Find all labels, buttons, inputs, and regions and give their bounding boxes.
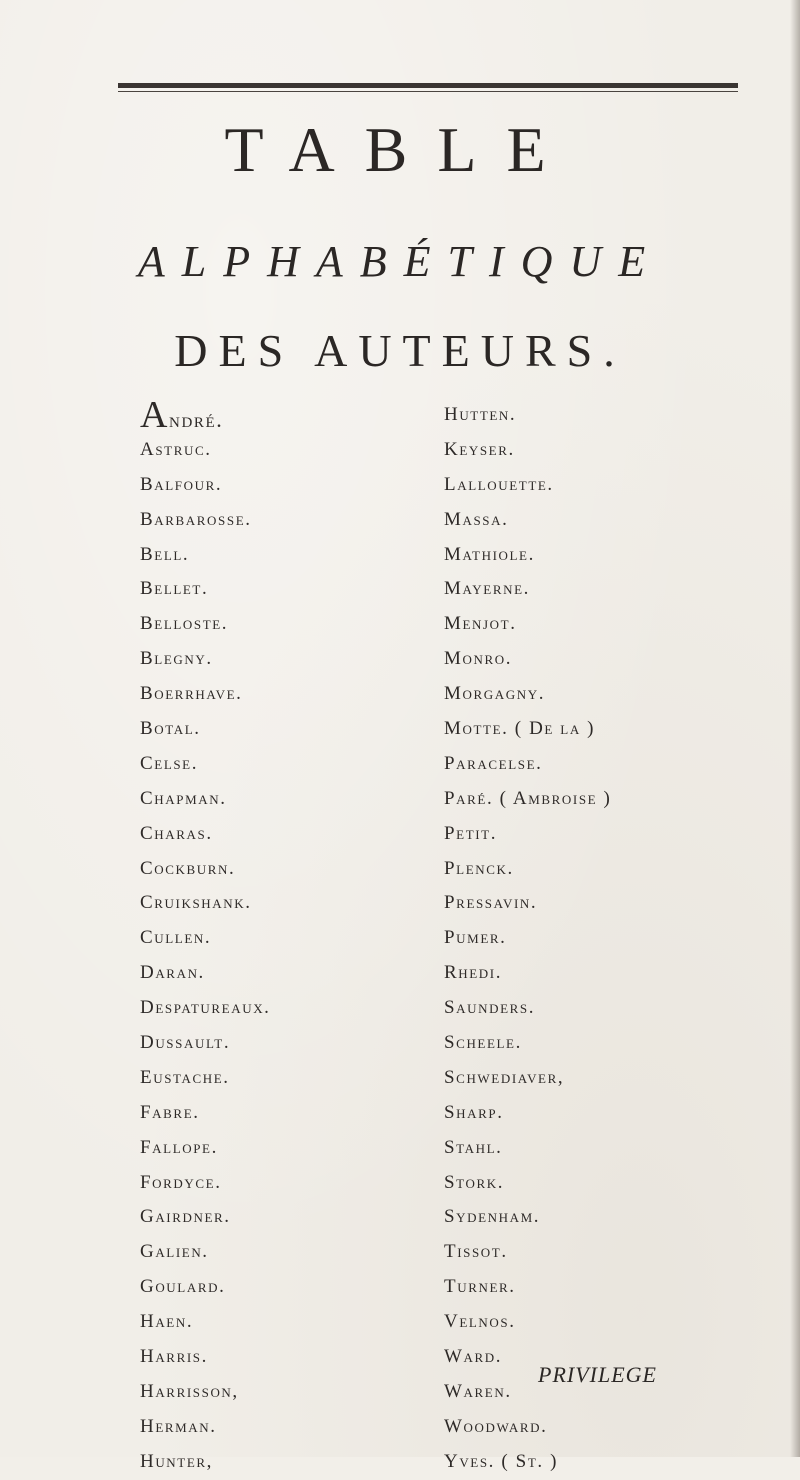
author-entry: Menjot. <box>444 613 517 635</box>
author-entry: Fallope. <box>140 1136 218 1158</box>
author-entry: Waren. <box>444 1380 512 1402</box>
author-entry: Mathiole. <box>444 543 535 565</box>
author-entry: Gairdner. <box>140 1206 231 1228</box>
author-entry: Hutten. <box>444 404 517 425</box>
author-entry: Balfour. <box>140 473 223 495</box>
author-entry: Eustache. <box>140 1066 230 1088</box>
author-entry: Cullen. <box>140 927 212 949</box>
top-rule <box>118 83 738 88</box>
page-edge-shadow <box>790 0 800 1457</box>
author-entry: Belloste. <box>140 613 229 635</box>
author-entry: Plenck. <box>444 857 514 879</box>
author-entry: Bell. <box>140 543 190 565</box>
author-entry: Paracelse. <box>444 752 543 774</box>
author-entry: Botal. <box>140 718 201 740</box>
author-entry: Schwediaver, <box>444 1066 565 1088</box>
author-entry: Astruc. <box>140 438 212 460</box>
author-entry: Haen. <box>140 1311 194 1333</box>
author-entry: Fabre. <box>140 1101 200 1123</box>
author-entry: Massa. <box>444 508 509 530</box>
author-entry: Goulard. <box>140 1276 226 1298</box>
author-entry: Woodward. <box>444 1415 548 1437</box>
author-entry: Sydenham. <box>444 1206 541 1228</box>
author-entry: Harrisson, <box>140 1380 239 1402</box>
author-entry: Keyser. <box>444 438 515 460</box>
author-entry: Morgagny. <box>444 683 546 705</box>
author-entry: Rhedi. <box>444 962 503 984</box>
author-entry: Blegny. <box>140 648 213 670</box>
author-entry: Velnos. <box>444 1311 516 1333</box>
catchword: PRIVILEGE <box>538 1362 657 1387</box>
author-entry: Celse. <box>140 752 199 774</box>
author-entry: André. <box>140 394 224 436</box>
author-entry: Barbarosse. <box>140 508 252 530</box>
author-entry: Bellet. <box>140 578 209 600</box>
author-entry: Tissot. <box>444 1241 508 1263</box>
author-entry: Hunter, <box>140 1450 214 1472</box>
author-entry: Stahl. <box>444 1136 503 1158</box>
author-entry: Lallouette. <box>444 473 554 495</box>
authors-right-column <box>444 398 611 1480</box>
author-entry: Motte. ( De la ) <box>444 718 596 740</box>
author-entry: Paré. ( Ambroise ) <box>444 787 612 809</box>
authors-left-column <box>140 394 271 1480</box>
author-entry: Fordyce. <box>140 1171 222 1193</box>
author-entry: Boerrhave. <box>140 683 243 705</box>
author-entry: Pressavin. <box>444 892 538 914</box>
author-entry: Chapman. <box>140 787 227 809</box>
author-entry: Monro. <box>444 648 513 670</box>
author-entry: Turner. <box>444 1276 516 1298</box>
author-entry: Sharp. <box>444 1101 504 1123</box>
author-entry: Daran. <box>140 962 205 984</box>
author-entry: Cruikshank. <box>140 892 252 914</box>
author-entry: Dussault. <box>140 1032 231 1054</box>
author-entry: Herman. <box>140 1415 217 1437</box>
author-entry: Charas. <box>140 822 213 844</box>
author-entry: Cockburn. <box>140 857 236 879</box>
author-entry: Pumer. <box>444 927 507 949</box>
page-subtitle: ALPHABÉTIQUE <box>137 237 663 286</box>
top-rule-thin <box>118 91 738 92</box>
author-entry: Yves. ( St. ) <box>444 1450 558 1472</box>
page-subtitle-2: DES AUTEURS. <box>174 325 626 376</box>
author-entry: Ward. <box>444 1346 503 1368</box>
author-entry: Stork. <box>444 1171 505 1193</box>
author-entry: Mayerne. <box>444 578 530 600</box>
author-entry: Scheele. <box>444 1032 522 1054</box>
author-entry: Despatureaux. <box>140 997 271 1019</box>
author-entry: Petit. <box>444 822 498 844</box>
page-title: TABLE <box>224 114 576 185</box>
author-entry: Galien. <box>140 1241 209 1263</box>
author-entry: Harris. <box>140 1346 208 1368</box>
author-entry: Saunders. <box>444 997 536 1019</box>
